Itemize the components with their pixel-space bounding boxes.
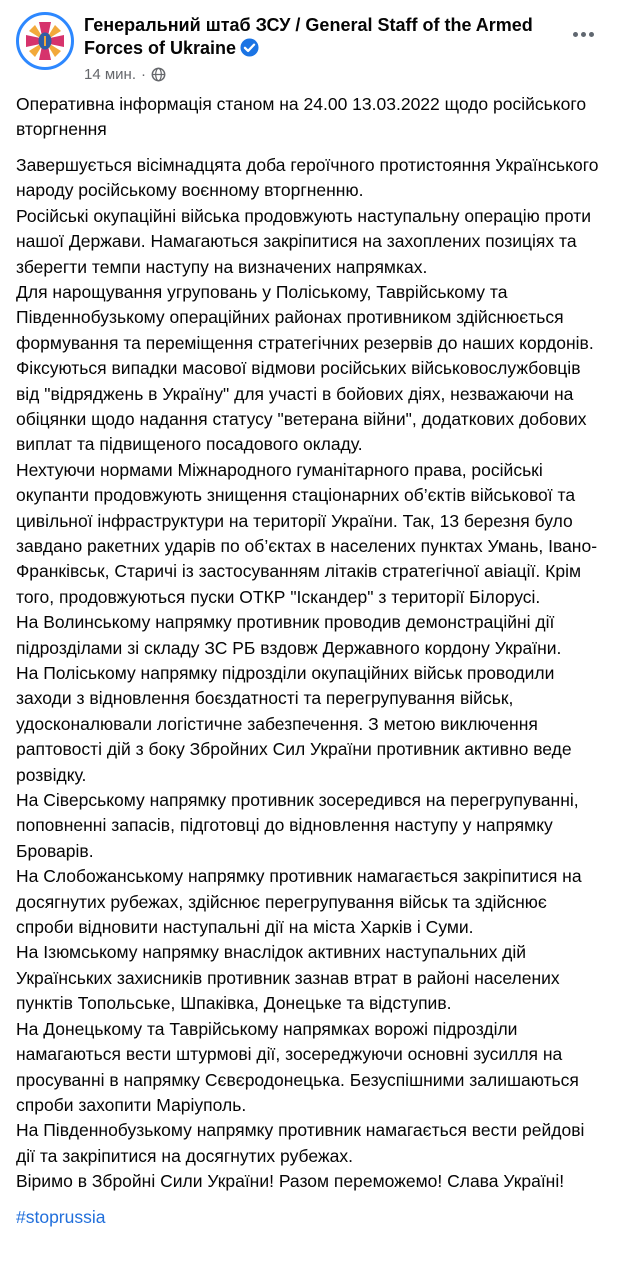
post-text <box>16 92 602 1230</box>
general-staff-emblem-icon <box>16 12 74 70</box>
post-meta <box>84 66 602 83</box>
post-paragraph-hashtags <box>16 1205 602 1230</box>
header-info <box>84 12 602 83</box>
verified-badge-icon <box>240 38 259 63</box>
post-header <box>16 12 602 83</box>
page-name[interactable] <box>84 14 562 63</box>
globe-public-icon <box>151 67 166 82</box>
ellipsis-icon <box>573 32 594 37</box>
avatar[interactable] <box>16 12 74 70</box>
hashtag-link[interactable]: #stoprussia <box>16 1206 106 1227</box>
post-paragraph-intro: Оперативна інформація станом на 24.00 13.03.2022 щодо російського вторгнення <box>16 94 587 140</box>
page-name-link[interactable]: Генеральний штаб ЗСУ / General Staff of the Armed Forces of Ukraine <box>84 15 533 59</box>
timestamp-link[interactable]: 14 мин. <box>84 66 136 84</box>
post-paragraph-body: Завершується вісімнадцята доба героїчного протистояння Українського народу російському воєнному вторгненню. Російські окупаційні війська продовжують наступальну операцію проти нашої Держави. Намагаються закріпитися на захоплених позиціях та зберегти темпи наступу на визначених напрямках. Для нарощування угруповань у Поліському, Таврійському та Південнобузькому операційних районах противником здійснюється формування та переміщення стратегічних резервів до наших кордонів. Фіксуються випадки масової відмови російських військовослужбовців від "відряджень в Україну" для участі в бойових діях, незважаючи на обіцянки щодо надання статусу "ветерана війни", додаткових добових виплат та підвищеного посадового окладу. Нехтуючи нормами Міжнародного гуманітарного права, російські окупанти продовжують знищення стаціонарних об’єктів військової та цивільної інфраструктури на території України. Так, 13 березня було завдано ракетних ударів по об’єктах в населених пунктах Умань, Івано-Франківськ, Старичі із застосуванням літаків стратегічної авіації. Крім того, продовжуються пуски ОТКР "Іскандер" з території Білорусі. На Волинському напрямку противник проводив демонстраційні дії підрозділами зі складу ЗС РБ вздовж Державного кордону України. На Поліському напрямку підрозділи окупаційних військ проводили заходи з відновлення боєздатності та перегрупування військ, удосконалювали логістичне забезпечення. З метою виключення раптовості дій з боку Збройних Сил України противник активно веде розвідку. На Сіверському напрямку противник зосередився на перегрупуванні, поповненні запасів, підготовці до відновлення наступу у напрямку Броварів. На Слобожанському напрямку противник намагається закріпитися на досягнутих рубежах, здійснює перегрупування військ та здійснює спроби відновити наступальні дії на міста Харків і Суми. На Ізюмському напрямку внаслідок активних наступальних дій Українських захисників противник зазнав втрат в районі населених пунктів Топольське, Шпаківка, Донецьке та відступив. На Донецькому та Таврійському напрямках ворожі підрозділи намагаються вести штурмові дії, зосереджуючи основні зусилля на просуванні в напрямку Сєвєродонецька. Безуспішними залишаються спроби захопити Маріуполь. На Південнобузькому напрямку противник намагається вести рейдові дії та закріпитися на досягнутих рубежах. Віримо в Збройні Сили України! Разом переможемо! Слава Україні! <box>16 154 599 1192</box>
post-menu-button[interactable] <box>567 26 600 43</box>
meta-separator: · <box>141 66 146 84</box>
